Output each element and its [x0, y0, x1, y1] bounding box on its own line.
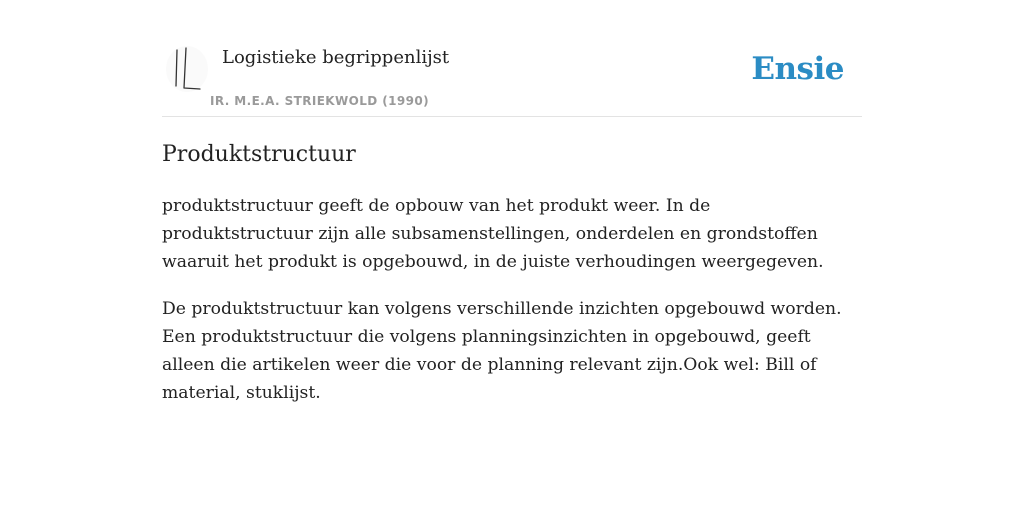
definition-body	[162, 192, 862, 426]
book-logo-icon[interactable]	[166, 46, 208, 92]
page	[162, 0, 862, 403]
header	[162, 0, 862, 117]
book-author: IR. M.E.A. STRIEKWOLD (1990)	[210, 94, 429, 108]
definition-paragraph: produktstructuur geeft de opbouw van het produkt weer. In de produktstructuur zijn alle subsamenstellingen, onderdelen en grondstoffen waaruit het produkt is opgebouwd, in de juiste verhoudingen weergegeven.	[162, 196, 824, 272]
page-title: Produktstructuur	[162, 142, 356, 167]
ensie-logo[interactable]: Ensie	[751, 51, 844, 87]
book-title-link[interactable]: Logistieke begrippenlijst	[222, 47, 450, 68]
definition-paragraph: De produktstructuur kan volgens verschillende inzichten opgebouwd worden. Een produktstructuur die volgens planningsinzichten in opgebouwd, geeft alleen die artikelen weer die voor de planning relevant zijn.Ook wel: Bill of material, stuklijst.	[162, 299, 842, 403]
